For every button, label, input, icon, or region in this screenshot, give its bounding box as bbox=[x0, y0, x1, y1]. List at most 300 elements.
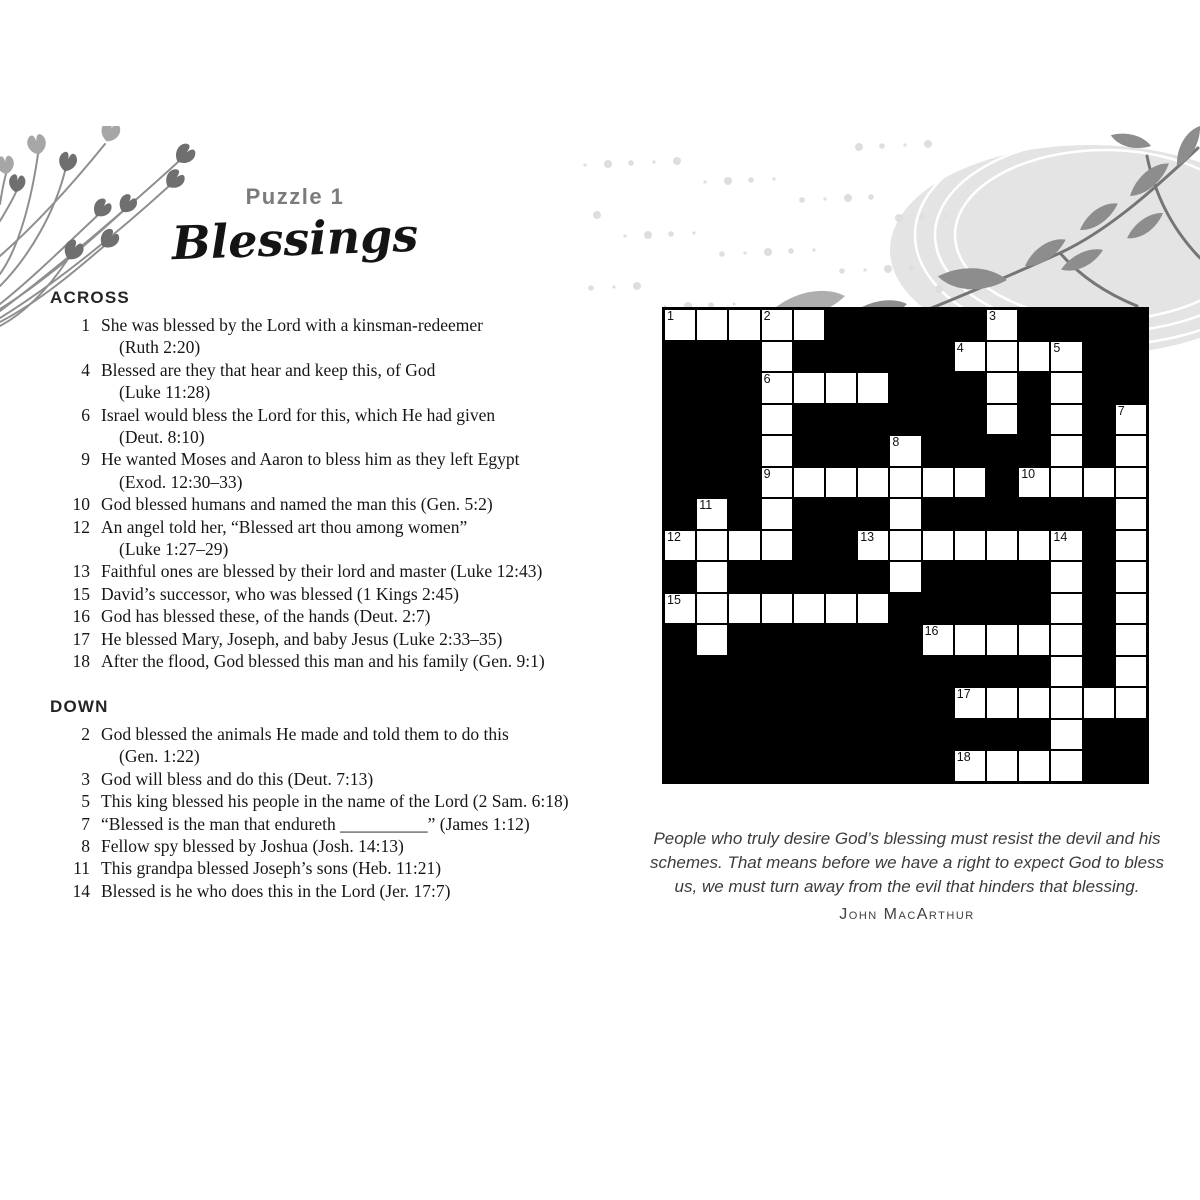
cell-number: 10 bbox=[1021, 466, 1036, 481]
clue-body bbox=[101, 880, 450, 902]
grid-block bbox=[761, 561, 793, 593]
speckle-dot bbox=[724, 177, 732, 185]
grid-block bbox=[728, 656, 760, 688]
clue-item bbox=[50, 835, 630, 857]
speckle-dot bbox=[919, 214, 925, 220]
clue-item bbox=[50, 516, 630, 561]
grid-cell[interactable] bbox=[1018, 687, 1050, 719]
grid-cell[interactable] bbox=[825, 593, 857, 625]
grid-block bbox=[857, 624, 889, 656]
grid-cell[interactable] bbox=[1018, 530, 1050, 562]
clue-text: God blessed the animals He made and told them to do this bbox=[101, 724, 509, 744]
grid-block bbox=[922, 719, 954, 751]
clue-text: She was blessed by the Lord with a kinsman-redeemer bbox=[101, 315, 483, 335]
grid-block bbox=[1083, 498, 1115, 530]
grid-cell[interactable] bbox=[922, 467, 954, 499]
grid-cell[interactable] bbox=[696, 624, 728, 656]
grid-block bbox=[889, 687, 921, 719]
grid-cell[interactable] bbox=[954, 624, 986, 656]
grid-block bbox=[696, 435, 728, 467]
grid-cell[interactable] bbox=[1115, 593, 1147, 625]
grid-block bbox=[664, 561, 696, 593]
grid-cell[interactable] bbox=[1050, 404, 1082, 436]
grid-block bbox=[761, 656, 793, 688]
grid-cell[interactable] bbox=[761, 372, 793, 404]
grid-cell[interactable] bbox=[954, 750, 986, 782]
grid-cell[interactable] bbox=[1115, 435, 1147, 467]
cell-number: 15 bbox=[667, 592, 681, 607]
grid-cell[interactable] bbox=[1050, 750, 1082, 782]
speckle-dot bbox=[772, 177, 775, 180]
grid-cell[interactable] bbox=[889, 530, 921, 562]
grid-block bbox=[825, 719, 857, 751]
clue-body bbox=[101, 404, 495, 449]
grid-block bbox=[1083, 530, 1115, 562]
clue-text: He wanted Moses and Aaron to bless him as they left Egypt bbox=[101, 449, 520, 470]
speckle-dot bbox=[844, 194, 852, 202]
cell-number: 9 bbox=[763, 466, 771, 481]
grid-cell[interactable] bbox=[1115, 561, 1147, 593]
grid-block bbox=[793, 656, 825, 688]
grid-block bbox=[793, 750, 825, 782]
quote-line: us, we must turn away from the evil that hinders that blessing. bbox=[674, 877, 1140, 896]
grid-block bbox=[825, 435, 857, 467]
grid-block bbox=[664, 341, 696, 373]
grid-cell[interactable] bbox=[954, 467, 986, 499]
clue-body bbox=[101, 790, 569, 812]
speckle-dot bbox=[799, 197, 805, 203]
grid-block bbox=[986, 467, 1018, 499]
cell-number: 8 bbox=[892, 435, 900, 450]
speckle-dot bbox=[644, 231, 652, 239]
grid-cell[interactable] bbox=[696, 593, 728, 625]
grid-block bbox=[986, 593, 1018, 625]
grid-block bbox=[793, 530, 825, 562]
grid-cell[interactable] bbox=[1050, 624, 1082, 656]
grid-block bbox=[922, 561, 954, 593]
speckle-dot bbox=[743, 251, 746, 254]
clue-item bbox=[50, 493, 630, 515]
speckle-dot bbox=[583, 163, 586, 166]
grid-block bbox=[761, 687, 793, 719]
grid-cell[interactable] bbox=[1050, 687, 1082, 719]
grid-cell[interactable] bbox=[1050, 372, 1082, 404]
clue-item bbox=[50, 628, 630, 650]
grid-block bbox=[986, 656, 1018, 688]
grid-cell[interactable] bbox=[889, 498, 921, 530]
grid-block bbox=[728, 624, 760, 656]
clue-item bbox=[50, 723, 630, 768]
clue-body bbox=[101, 650, 545, 672]
crossword-grid bbox=[662, 307, 1149, 784]
clue-item bbox=[50, 768, 630, 790]
grid-block bbox=[1115, 341, 1147, 373]
speckle-dot bbox=[748, 177, 754, 183]
grid-cell[interactable] bbox=[1050, 656, 1082, 688]
clue-item bbox=[50, 813, 630, 835]
clue-text: David’s successor, who was blessed (1 Kings 2:45) bbox=[101, 583, 459, 604]
grid-block bbox=[728, 341, 760, 373]
clue-text: He blessed Mary, Joseph, and baby Jesus (Luke 2:33–35) bbox=[101, 628, 503, 649]
speckle-dot bbox=[593, 211, 601, 219]
grid-block bbox=[857, 309, 889, 341]
clue-number: 3 bbox=[81, 768, 90, 789]
grid-cell[interactable] bbox=[986, 341, 1018, 373]
clue-item bbox=[50, 605, 630, 627]
grid-block bbox=[728, 687, 760, 719]
grid-cell[interactable] bbox=[986, 404, 1018, 436]
grid-block bbox=[1018, 404, 1050, 436]
grid-block bbox=[889, 341, 921, 373]
grid-cell[interactable] bbox=[761, 498, 793, 530]
clue-body bbox=[101, 628, 502, 650]
grid-cell[interactable] bbox=[825, 372, 857, 404]
grid-block bbox=[922, 498, 954, 530]
grid-cell[interactable] bbox=[1115, 530, 1147, 562]
grid-cell[interactable] bbox=[793, 593, 825, 625]
grid-block bbox=[1083, 624, 1115, 656]
clue-body bbox=[101, 723, 509, 768]
grid-cell[interactable] bbox=[1050, 341, 1082, 373]
clue-body bbox=[101, 359, 435, 404]
clue-item bbox=[50, 560, 630, 582]
across-heading: ACROSS bbox=[50, 288, 130, 307]
grid-block bbox=[889, 404, 921, 436]
cell-number: 12 bbox=[667, 529, 681, 544]
speckle-dot bbox=[855, 143, 863, 151]
cell-number: 18 bbox=[956, 750, 971, 765]
clue-text: After the flood, God blessed this man and his family (Gen. 9:1) bbox=[101, 651, 545, 672]
cell-number: 6 bbox=[763, 372, 771, 387]
speckle-dot bbox=[863, 268, 866, 271]
grid-cell[interactable] bbox=[986, 624, 1018, 656]
clue-text: This king blessed his people in the name of the Lord (2 Sam. 6:18) bbox=[101, 791, 569, 812]
clue-body bbox=[101, 768, 373, 790]
cell-number: 16 bbox=[924, 624, 939, 639]
speckle-dot bbox=[764, 248, 772, 256]
grid-block bbox=[1083, 561, 1115, 593]
speckle-dot bbox=[908, 265, 914, 271]
clue-item bbox=[50, 314, 630, 359]
grid-cell[interactable] bbox=[922, 530, 954, 562]
across-section bbox=[50, 288, 630, 673]
grid-block bbox=[825, 561, 857, 593]
grid-cell[interactable] bbox=[922, 624, 954, 656]
grid-block bbox=[954, 309, 986, 341]
grid-cell[interactable] bbox=[954, 530, 986, 562]
grid-cell[interactable] bbox=[1050, 467, 1082, 499]
grid-block bbox=[696, 656, 728, 688]
clue-number: 11 bbox=[73, 858, 90, 879]
quote-lines bbox=[637, 827, 1177, 899]
grid-cell[interactable] bbox=[954, 341, 986, 373]
grid-block bbox=[922, 750, 954, 782]
grid-block bbox=[793, 435, 825, 467]
clue-number: 2 bbox=[81, 724, 90, 744]
grid-block bbox=[825, 404, 857, 436]
grid-cell[interactable] bbox=[1050, 719, 1082, 751]
grid-block bbox=[1083, 309, 1115, 341]
cell-number: 3 bbox=[989, 309, 996, 323]
grid-block bbox=[1115, 719, 1147, 751]
grid-cell[interactable] bbox=[728, 593, 760, 625]
grid-block bbox=[825, 309, 857, 341]
grid-cell[interactable] bbox=[986, 687, 1018, 719]
puzzle-title: Blessings bbox=[170, 207, 420, 271]
grid-block bbox=[761, 719, 793, 751]
grid-block bbox=[954, 593, 986, 625]
grid-cell[interactable] bbox=[857, 593, 889, 625]
grid-block bbox=[1018, 372, 1050, 404]
grid-cell[interactable] bbox=[1018, 750, 1050, 782]
grid-block bbox=[1018, 593, 1050, 625]
grid-block bbox=[889, 593, 921, 625]
grid-block bbox=[922, 687, 954, 719]
grid-cell[interactable] bbox=[696, 561, 728, 593]
grid-block bbox=[1018, 656, 1050, 688]
grid-block bbox=[954, 498, 986, 530]
grid-cell[interactable] bbox=[1115, 624, 1147, 656]
grid-cell[interactable] bbox=[857, 467, 889, 499]
grid-block bbox=[1083, 719, 1115, 751]
clue-number: 8 bbox=[81, 836, 90, 857]
quote-attribution: John MacArthur bbox=[839, 906, 975, 923]
grid-block bbox=[857, 687, 889, 719]
grid-cell[interactable] bbox=[793, 372, 825, 404]
grid-block bbox=[793, 561, 825, 593]
clue-item bbox=[50, 790, 630, 812]
speckle-dot bbox=[935, 285, 943, 293]
grid-cell[interactable] bbox=[889, 467, 921, 499]
clue-body bbox=[101, 560, 542, 582]
clue-text: An angel told her, “Blessed art thou among women” bbox=[101, 516, 468, 537]
grid-cell[interactable] bbox=[761, 467, 793, 499]
grid-block bbox=[761, 624, 793, 656]
clue-number: 9 bbox=[81, 449, 90, 470]
grid-block bbox=[922, 404, 954, 436]
grid-cell[interactable] bbox=[696, 530, 728, 562]
grid-block bbox=[1018, 561, 1050, 593]
clue-item bbox=[50, 359, 630, 404]
grid-block bbox=[954, 404, 986, 436]
grid-cell[interactable] bbox=[1018, 341, 1050, 373]
grid-block bbox=[696, 687, 728, 719]
grid-block bbox=[664, 624, 696, 656]
grid-cell[interactable] bbox=[664, 309, 696, 341]
clue-number: 14 bbox=[72, 880, 90, 901]
grid-cell[interactable] bbox=[1050, 530, 1082, 562]
grid-block bbox=[728, 750, 760, 782]
grid-block bbox=[922, 593, 954, 625]
grid-cell[interactable] bbox=[1050, 593, 1082, 625]
clue-verse-ref: (Gen. 1:22) bbox=[119, 746, 200, 767]
grid-cell[interactable] bbox=[728, 309, 760, 341]
grid-block bbox=[954, 656, 986, 688]
clue-text: God blessed humans and named the man this (Gen. 5:2) bbox=[101, 494, 493, 515]
grid-block bbox=[922, 656, 954, 688]
grid-cell[interactable] bbox=[1018, 624, 1050, 656]
grid-block bbox=[825, 750, 857, 782]
grid-block bbox=[793, 687, 825, 719]
grid-block bbox=[889, 656, 921, 688]
grid-block bbox=[1083, 372, 1115, 404]
grid-block bbox=[728, 561, 760, 593]
grid-cell[interactable] bbox=[1050, 561, 1082, 593]
grid-cell[interactable] bbox=[1115, 687, 1147, 719]
grid-block bbox=[793, 624, 825, 656]
grid-cell[interactable] bbox=[761, 530, 793, 562]
grid-block bbox=[825, 656, 857, 688]
grid-block bbox=[954, 435, 986, 467]
cell-number: 14 bbox=[1053, 529, 1068, 544]
cell-number: 4 bbox=[956, 340, 964, 355]
grid-cell[interactable] bbox=[1115, 404, 1147, 436]
grid-block bbox=[986, 719, 1018, 751]
grid-block bbox=[1083, 750, 1115, 782]
grid-block bbox=[954, 561, 986, 593]
clue-text: Blessed are they that hear and keep this, of God bbox=[101, 359, 436, 380]
grid-block bbox=[1050, 309, 1082, 341]
grid-cell[interactable] bbox=[761, 404, 793, 436]
grid-block bbox=[1083, 435, 1115, 467]
grid-block bbox=[1018, 435, 1050, 467]
grid-cell[interactable] bbox=[793, 467, 825, 499]
grid-cell[interactable] bbox=[761, 309, 793, 341]
grid-block bbox=[922, 341, 954, 373]
grid-cell[interactable] bbox=[696, 498, 728, 530]
grid-block bbox=[857, 561, 889, 593]
grid-cell[interactable] bbox=[986, 750, 1018, 782]
clue-number: 7 bbox=[81, 813, 90, 834]
grid-block bbox=[793, 341, 825, 373]
speckle-dot bbox=[884, 265, 892, 273]
grid-cell[interactable] bbox=[664, 530, 696, 562]
grid-cell[interactable] bbox=[1018, 467, 1050, 499]
grid-block bbox=[986, 435, 1018, 467]
speckle-dot bbox=[879, 143, 885, 149]
grid-cell[interactable] bbox=[986, 309, 1018, 341]
grid-block bbox=[664, 435, 696, 467]
speckle-dot bbox=[719, 251, 725, 257]
clue-number: 10 bbox=[72, 494, 90, 515]
grid-cell[interactable] bbox=[1050, 435, 1082, 467]
grid-block bbox=[696, 719, 728, 751]
quote-line: People who truly desire God’s blessing must resist the devil and his bbox=[653, 829, 1161, 848]
clue-number: 13 bbox=[72, 561, 90, 582]
grid-block bbox=[825, 687, 857, 719]
clue-number: 18 bbox=[72, 651, 90, 672]
grid-cell[interactable] bbox=[728, 530, 760, 562]
grid-block bbox=[1115, 309, 1147, 341]
grid-block bbox=[857, 719, 889, 751]
grid-block bbox=[696, 404, 728, 436]
grid-cell[interactable] bbox=[857, 530, 889, 562]
grid-block bbox=[1083, 656, 1115, 688]
grid-block bbox=[696, 750, 728, 782]
grid-cell[interactable] bbox=[986, 372, 1018, 404]
grid-cell[interactable] bbox=[761, 593, 793, 625]
cell-number: 7 bbox=[1117, 403, 1125, 418]
speckle-dot bbox=[633, 282, 641, 290]
quote-block bbox=[637, 827, 1177, 924]
grid-block bbox=[664, 467, 696, 499]
grid-cell[interactable] bbox=[889, 561, 921, 593]
grid-block bbox=[793, 404, 825, 436]
grid-cell[interactable] bbox=[793, 309, 825, 341]
grid-cell[interactable] bbox=[761, 341, 793, 373]
grid-block bbox=[728, 372, 760, 404]
clue-number: 16 bbox=[72, 606, 90, 627]
grid-block bbox=[922, 435, 954, 467]
grid-block bbox=[986, 498, 1018, 530]
grid-block bbox=[825, 341, 857, 373]
clue-item bbox=[50, 583, 630, 605]
grid-block bbox=[728, 467, 760, 499]
grid-block bbox=[857, 498, 889, 530]
clue-text: Israel would bless the Lord for this, which He had given bbox=[101, 404, 496, 425]
clue-verse-ref: (Deut. 8:10) bbox=[119, 427, 205, 448]
grid-cell[interactable] bbox=[1083, 687, 1115, 719]
grid-cell[interactable] bbox=[1115, 467, 1147, 499]
cell-number: 2 bbox=[763, 309, 771, 323]
grid-block bbox=[1083, 593, 1115, 625]
down-heading: DOWN bbox=[50, 697, 109, 716]
clue-number: 17 bbox=[72, 628, 90, 649]
clue-number: 15 bbox=[72, 583, 90, 604]
grid-block bbox=[889, 719, 921, 751]
speckle-dot bbox=[943, 214, 946, 217]
grid-cell[interactable] bbox=[889, 435, 921, 467]
clue-body bbox=[101, 835, 404, 857]
clue-body bbox=[101, 493, 493, 515]
grid-cell[interactable] bbox=[986, 530, 1018, 562]
grid-block bbox=[1018, 719, 1050, 751]
grid-cell[interactable] bbox=[857, 372, 889, 404]
clue-item bbox=[50, 880, 630, 902]
down-clue-list bbox=[50, 723, 630, 902]
grid-block bbox=[696, 467, 728, 499]
grid-block bbox=[857, 435, 889, 467]
clue-verse-ref: (Ruth 2:20) bbox=[119, 337, 201, 358]
grid-cell[interactable] bbox=[825, 467, 857, 499]
clue-item bbox=[50, 448, 630, 493]
clue-body bbox=[101, 516, 467, 561]
grid-block bbox=[889, 372, 921, 404]
floral-flowers-light bbox=[0, 126, 122, 175]
speckle-dot bbox=[668, 231, 674, 237]
cell-number: 13 bbox=[860, 529, 875, 544]
across-clue-list bbox=[50, 314, 630, 673]
grid-cell[interactable] bbox=[1083, 467, 1115, 499]
grid-cell[interactable] bbox=[1115, 498, 1147, 530]
grid-block bbox=[1018, 309, 1050, 341]
clue-text: God will bless and do this (Deut. 7:13) bbox=[101, 768, 374, 789]
grid-cell[interactable] bbox=[1115, 656, 1147, 688]
clue-text: This grandpa blessed Joseph’s sons (Heb. 11:21) bbox=[101, 858, 442, 879]
grid-cell[interactable] bbox=[696, 309, 728, 341]
speckle-dot bbox=[868, 194, 874, 200]
clue-body bbox=[101, 813, 530, 835]
grid-cell[interactable] bbox=[664, 593, 696, 625]
grid-cell[interactable] bbox=[761, 435, 793, 467]
grid-block bbox=[954, 372, 986, 404]
quote-line: schemes. That means before we have a right to expect God to bless bbox=[649, 853, 1165, 872]
clue-number: 4 bbox=[81, 359, 90, 380]
speckle-dot bbox=[839, 268, 845, 274]
grid-cell[interactable] bbox=[954, 687, 986, 719]
clue-body bbox=[101, 605, 431, 627]
clue-number: 6 bbox=[81, 404, 90, 425]
